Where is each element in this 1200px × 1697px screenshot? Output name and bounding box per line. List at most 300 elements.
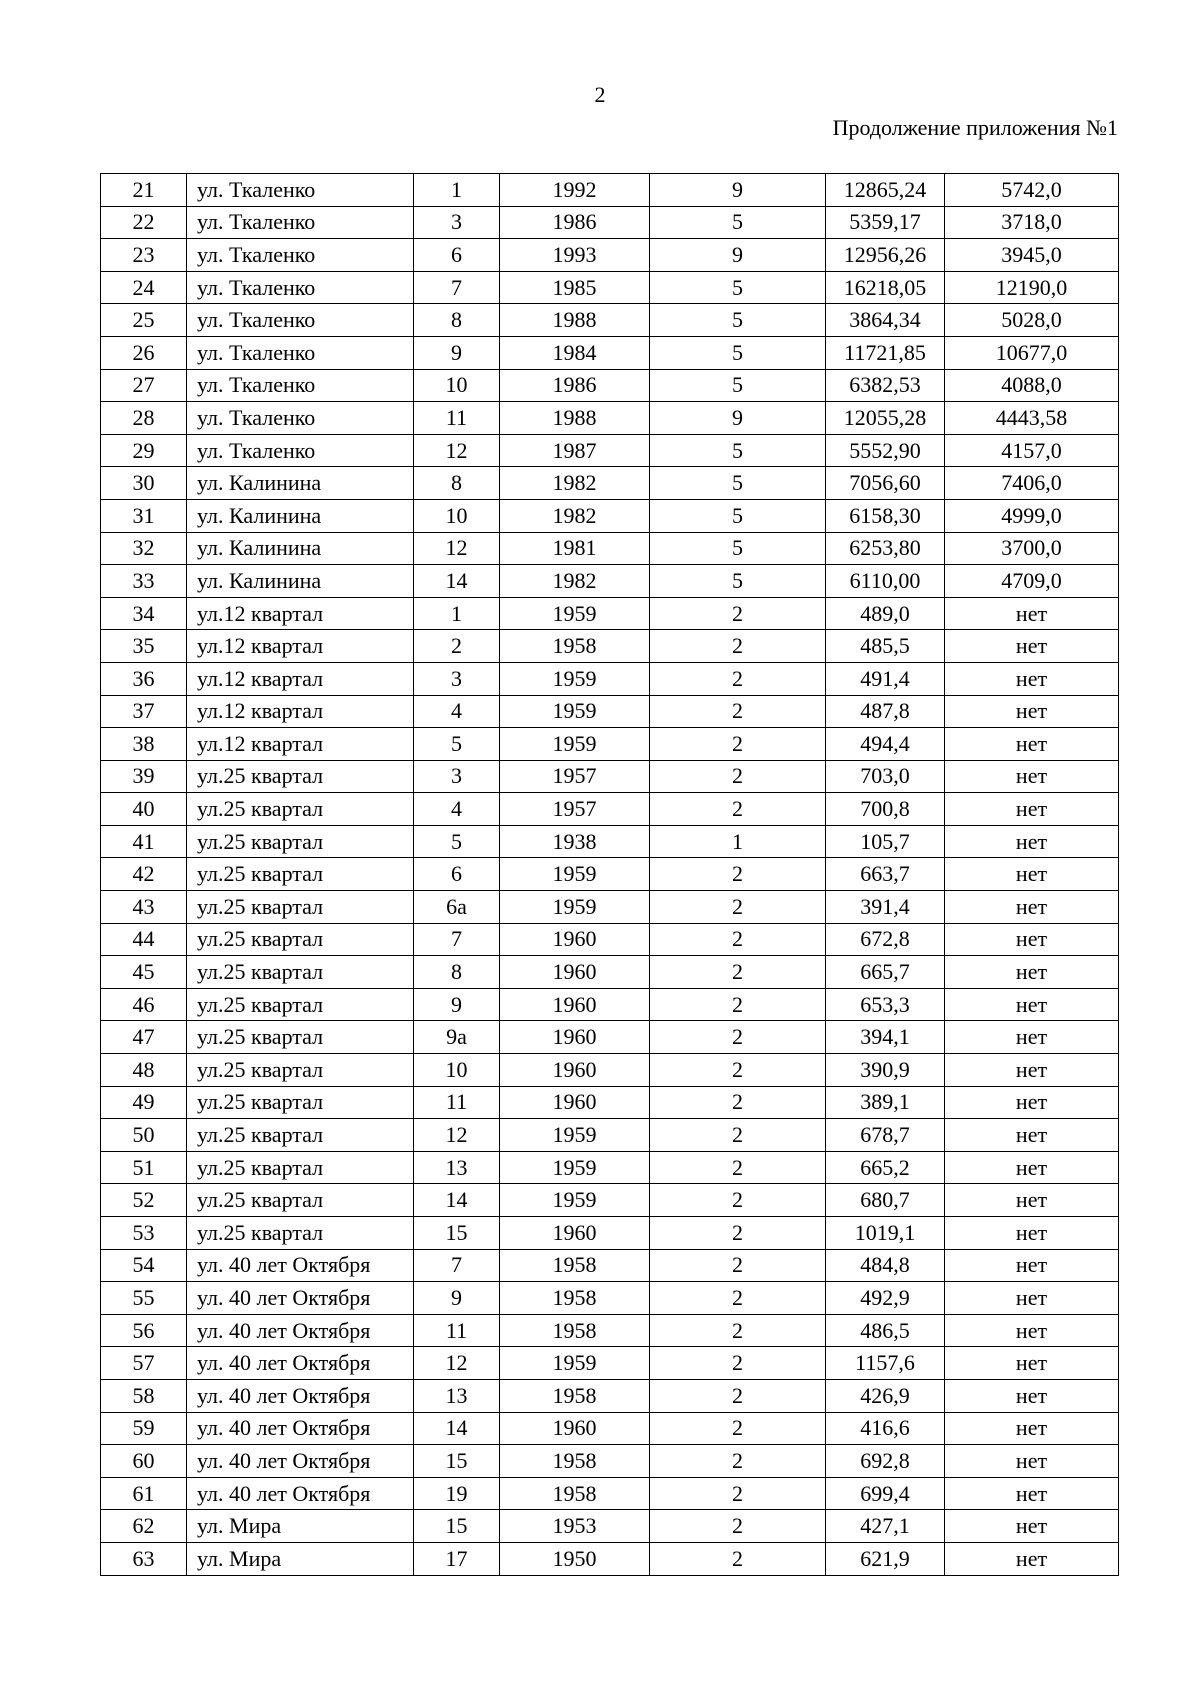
street-cell: ул. Ткаленко (187, 336, 414, 369)
living-area-cell: нет (945, 728, 1119, 761)
year-cell: 1959 (500, 891, 650, 924)
street-cell: ул.25 квартал (187, 1217, 414, 1250)
living-area-cell: нет (945, 793, 1119, 826)
floors-cell: 2 (650, 1347, 826, 1380)
table-row (101, 174, 1119, 207)
total-area-cell: 1157,6 (826, 1347, 945, 1380)
total-area-cell: 487,8 (826, 695, 945, 728)
table-row (101, 565, 1119, 598)
living-area-cell: нет (945, 858, 1119, 891)
total-area-cell: 486,5 (826, 1314, 945, 1347)
house-number-cell: 7 (414, 271, 500, 304)
floors-cell: 2 (650, 1217, 826, 1250)
row-number-cell: 37 (101, 695, 187, 728)
floors-cell: 2 (650, 597, 826, 630)
house-number-cell: 8 (414, 956, 500, 989)
table-row (101, 304, 1119, 337)
floors-cell: 9 (650, 402, 826, 435)
living-area-cell: 4709,0 (945, 565, 1119, 598)
year-cell: 1959 (500, 1184, 650, 1217)
house-number-cell: 10 (414, 499, 500, 532)
street-cell: ул.25 квартал (187, 988, 414, 1021)
total-area-cell: 105,7 (826, 825, 945, 858)
street-cell: ул. Ткаленко (187, 271, 414, 304)
house-number-cell: 15 (414, 1445, 500, 1478)
year-cell: 1958 (500, 1445, 650, 1478)
house-number-cell: 4 (414, 695, 500, 728)
row-number-cell: 23 (101, 239, 187, 272)
street-cell: ул. Мира (187, 1510, 414, 1543)
total-area-cell: 678,7 (826, 1119, 945, 1152)
year-cell: 1982 (500, 499, 650, 532)
table-row (101, 369, 1119, 402)
floors-cell: 5 (650, 271, 826, 304)
total-area-cell: 5359,17 (826, 206, 945, 239)
row-number-cell: 62 (101, 1510, 187, 1543)
floors-cell: 2 (650, 728, 826, 761)
house-number-cell: 11 (414, 402, 500, 435)
living-area-cell: нет (945, 1412, 1119, 1445)
floors-cell: 2 (650, 1282, 826, 1315)
floors-cell: 2 (650, 1249, 826, 1282)
table-row (101, 206, 1119, 239)
table-row (101, 271, 1119, 304)
row-number-cell: 53 (101, 1217, 187, 1250)
street-cell: ул. 40 лет Октября (187, 1347, 414, 1380)
floors-cell: 2 (650, 793, 826, 826)
floors-cell: 5 (650, 532, 826, 565)
floors-cell: 1 (650, 825, 826, 858)
street-cell: ул. Ткаленко (187, 434, 414, 467)
total-area-cell: 663,7 (826, 858, 945, 891)
row-number-cell: 30 (101, 467, 187, 500)
total-area-cell: 1019,1 (826, 1217, 945, 1250)
living-area-cell: нет (945, 760, 1119, 793)
house-number-cell: 12 (414, 1119, 500, 1152)
street-cell: ул.25 квартал (187, 825, 414, 858)
house-number-cell: 10 (414, 369, 500, 402)
total-area-cell: 5552,90 (826, 434, 945, 467)
living-area-cell: нет (945, 1379, 1119, 1412)
floors-cell: 2 (650, 1412, 826, 1445)
street-cell: ул.25 квартал (187, 923, 414, 956)
year-cell: 1958 (500, 1282, 650, 1315)
house-number-cell: 14 (414, 1184, 500, 1217)
table-row (101, 728, 1119, 761)
table-row (101, 1151, 1119, 1184)
row-number-cell: 34 (101, 597, 187, 630)
total-area-cell: 12055,28 (826, 402, 945, 435)
year-cell: 1993 (500, 239, 650, 272)
row-number-cell: 61 (101, 1477, 187, 1510)
year-cell: 1953 (500, 1510, 650, 1543)
floors-cell: 5 (650, 467, 826, 500)
row-number-cell: 45 (101, 956, 187, 989)
street-cell: ул.12 квартал (187, 597, 414, 630)
row-number-cell: 32 (101, 532, 187, 565)
floors-cell: 2 (650, 630, 826, 663)
street-cell: ул. 40 лет Октября (187, 1477, 414, 1510)
total-area-cell: 492,9 (826, 1282, 945, 1315)
floors-cell: 2 (650, 1054, 826, 1087)
row-number-cell: 26 (101, 336, 187, 369)
total-area-cell: 703,0 (826, 760, 945, 793)
row-number-cell: 59 (101, 1412, 187, 1445)
row-number-cell: 27 (101, 369, 187, 402)
street-cell: ул. Ткаленко (187, 369, 414, 402)
row-number-cell: 35 (101, 630, 187, 663)
year-cell: 1988 (500, 304, 650, 337)
table-row (101, 793, 1119, 826)
house-number-cell: 1 (414, 597, 500, 630)
table-row (101, 499, 1119, 532)
total-area-cell: 12865,24 (826, 174, 945, 207)
year-cell: 1959 (500, 1347, 650, 1380)
row-number-cell: 52 (101, 1184, 187, 1217)
total-area-cell: 665,2 (826, 1151, 945, 1184)
house-number-cell: 3 (414, 662, 500, 695)
street-cell: ул. Ткаленко (187, 206, 414, 239)
row-number-cell: 46 (101, 988, 187, 1021)
total-area-cell: 426,9 (826, 1379, 945, 1412)
row-number-cell: 49 (101, 1086, 187, 1119)
house-number-cell: 15 (414, 1510, 500, 1543)
house-number-cell: 19 (414, 1477, 500, 1510)
living-area-cell: нет (945, 1021, 1119, 1054)
table-row (101, 402, 1119, 435)
table-row (101, 1119, 1119, 1152)
year-cell: 1959 (500, 1119, 650, 1152)
floors-cell: 2 (650, 1119, 826, 1152)
street-cell: ул. Калинина (187, 467, 414, 500)
house-number-cell: 7 (414, 1249, 500, 1282)
street-cell: ул. Калинина (187, 565, 414, 598)
house-number-cell: 8 (414, 467, 500, 500)
house-number-cell: 5 (414, 825, 500, 858)
table-body (101, 174, 1119, 1576)
year-cell: 1982 (500, 565, 650, 598)
street-cell: ул. Калинина (187, 532, 414, 565)
street-cell: ул. Ткаленко (187, 304, 414, 337)
floors-cell: 5 (650, 369, 826, 402)
street-cell: ул.12 квартал (187, 728, 414, 761)
row-number-cell: 40 (101, 793, 187, 826)
living-area-cell: нет (945, 1217, 1119, 1250)
table-row (101, 858, 1119, 891)
table-row (101, 1445, 1119, 1478)
table-row (101, 1477, 1119, 1510)
house-number-cell: 1 (414, 174, 500, 207)
year-cell: 1986 (500, 369, 650, 402)
living-area-cell: нет (945, 923, 1119, 956)
table-row (101, 336, 1119, 369)
house-number-cell: 3 (414, 760, 500, 793)
house-number-cell: 14 (414, 565, 500, 598)
total-area-cell: 699,4 (826, 1477, 945, 1510)
year-cell: 1957 (500, 760, 650, 793)
living-area-cell: 12190,0 (945, 271, 1119, 304)
row-number-cell: 42 (101, 858, 187, 891)
floors-cell: 5 (650, 499, 826, 532)
street-cell: ул.25 квартал (187, 1054, 414, 1087)
house-number-cell: 2 (414, 630, 500, 663)
year-cell: 1960 (500, 1217, 650, 1250)
table-row (101, 662, 1119, 695)
house-number-cell: 12 (414, 434, 500, 467)
table-row (101, 1379, 1119, 1412)
living-area-cell: 3945,0 (945, 239, 1119, 272)
year-cell: 1960 (500, 923, 650, 956)
year-cell: 1950 (500, 1542, 650, 1575)
table-row (101, 1184, 1119, 1217)
appendix-continuation-note: Продолжение приложения №1 (832, 115, 1118, 140)
total-area-cell: 416,6 (826, 1412, 945, 1445)
table-row (101, 956, 1119, 989)
living-area-cell: нет (945, 956, 1119, 989)
floors-cell: 5 (650, 336, 826, 369)
street-cell: ул. Ткаленко (187, 239, 414, 272)
living-area-cell: 4157,0 (945, 434, 1119, 467)
living-area-cell: нет (945, 630, 1119, 663)
table-row (101, 695, 1119, 728)
row-number-cell: 60 (101, 1445, 187, 1478)
total-area-cell: 394,1 (826, 1021, 945, 1054)
floors-cell: 2 (650, 1184, 826, 1217)
street-cell: ул. Ткаленко (187, 174, 414, 207)
living-area-cell: 5028,0 (945, 304, 1119, 337)
row-number-cell: 44 (101, 923, 187, 956)
living-area-cell: нет (945, 1510, 1119, 1543)
floors-cell: 2 (650, 1510, 826, 1543)
total-area-cell: 7056,60 (826, 467, 945, 500)
row-number-cell: 36 (101, 662, 187, 695)
street-cell: ул.12 квартал (187, 662, 414, 695)
living-area-cell: нет (945, 891, 1119, 924)
street-cell: ул. 40 лет Октября (187, 1249, 414, 1282)
year-cell: 1960 (500, 1021, 650, 1054)
floors-cell: 2 (650, 1314, 826, 1347)
house-number-cell: 11 (414, 1086, 500, 1119)
total-area-cell: 6158,30 (826, 499, 945, 532)
floors-cell: 2 (650, 1021, 826, 1054)
floors-cell: 2 (650, 695, 826, 728)
house-number-cell: 4 (414, 793, 500, 826)
year-cell: 1959 (500, 1151, 650, 1184)
house-number-cell: 7 (414, 923, 500, 956)
year-cell: 1985 (500, 271, 650, 304)
total-area-cell: 3864,34 (826, 304, 945, 337)
house-number-cell: 13 (414, 1151, 500, 1184)
house-number-cell: 9 (414, 1282, 500, 1315)
living-area-cell: нет (945, 1151, 1119, 1184)
street-cell: ул.25 квартал (187, 956, 414, 989)
floors-cell: 2 (650, 988, 826, 1021)
total-area-cell: 390,9 (826, 1054, 945, 1087)
table-row (101, 630, 1119, 663)
table-row (101, 1282, 1119, 1315)
house-number-cell: 10 (414, 1054, 500, 1087)
table-row (101, 239, 1119, 272)
table-row (101, 597, 1119, 630)
street-cell: ул. Ткаленко (187, 402, 414, 435)
floors-cell: 2 (650, 1477, 826, 1510)
row-number-cell: 55 (101, 1282, 187, 1315)
living-area-cell: 4443,58 (945, 402, 1119, 435)
floors-cell: 2 (650, 760, 826, 793)
living-area-cell: нет (945, 1314, 1119, 1347)
floors-cell: 2 (650, 923, 826, 956)
year-cell: 1958 (500, 1379, 650, 1412)
floors-cell: 2 (650, 662, 826, 695)
total-area-cell: 621,9 (826, 1542, 945, 1575)
year-cell: 1992 (500, 174, 650, 207)
street-cell: ул.25 квартал (187, 1086, 414, 1119)
floors-cell: 2 (650, 1086, 826, 1119)
floors-cell: 5 (650, 565, 826, 598)
street-cell: ул. 40 лет Октября (187, 1412, 414, 1445)
total-area-cell: 11721,85 (826, 336, 945, 369)
row-number-cell: 33 (101, 565, 187, 598)
year-cell: 1958 (500, 1477, 650, 1510)
year-cell: 1959 (500, 728, 650, 761)
floors-cell: 5 (650, 206, 826, 239)
living-area-cell: нет (945, 597, 1119, 630)
living-area-cell: нет (945, 1119, 1119, 1152)
year-cell: 1957 (500, 793, 650, 826)
table-row (101, 1021, 1119, 1054)
living-area-cell: нет (945, 1445, 1119, 1478)
total-area-cell: 672,8 (826, 923, 945, 956)
total-area-cell: 6382,53 (826, 369, 945, 402)
street-cell: ул.25 квартал (187, 793, 414, 826)
table-row (101, 1054, 1119, 1087)
year-cell: 1960 (500, 956, 650, 989)
house-number-cell: 6 (414, 239, 500, 272)
row-number-cell: 25 (101, 304, 187, 337)
floors-cell: 9 (650, 174, 826, 207)
street-cell: ул.25 квартал (187, 1021, 414, 1054)
row-number-cell: 43 (101, 891, 187, 924)
table-row (101, 988, 1119, 1021)
total-area-cell: 653,3 (826, 988, 945, 1021)
row-number-cell: 24 (101, 271, 187, 304)
street-cell: ул. 40 лет Октября (187, 1445, 414, 1478)
floors-cell: 2 (650, 891, 826, 924)
row-number-cell: 56 (101, 1314, 187, 1347)
row-number-cell: 48 (101, 1054, 187, 1087)
year-cell: 1981 (500, 532, 650, 565)
living-area-cell: нет (945, 1542, 1119, 1575)
house-number-cell: 9 (414, 336, 500, 369)
living-area-cell: 3700,0 (945, 532, 1119, 565)
street-cell: ул.25 квартал (187, 891, 414, 924)
house-number-cell: 5 (414, 728, 500, 761)
year-cell: 1959 (500, 858, 650, 891)
table-row (101, 1217, 1119, 1250)
row-number-cell: 47 (101, 1021, 187, 1054)
house-number-cell: 3 (414, 206, 500, 239)
housing-table (100, 173, 1119, 1576)
house-number-cell: 11 (414, 1314, 500, 1347)
house-number-cell: 9а (414, 1021, 500, 1054)
living-area-cell: нет (945, 1184, 1119, 1217)
street-cell: ул. 40 лет Октября (187, 1282, 414, 1315)
year-cell: 1984 (500, 336, 650, 369)
table-row (101, 1510, 1119, 1543)
year-cell: 1960 (500, 1086, 650, 1119)
year-cell: 1959 (500, 597, 650, 630)
house-number-cell: 6а (414, 891, 500, 924)
total-area-cell: 427,1 (826, 1510, 945, 1543)
table-row (101, 1314, 1119, 1347)
total-area-cell: 389,1 (826, 1086, 945, 1119)
table-row (101, 532, 1119, 565)
street-cell: ул.25 квартал (187, 1184, 414, 1217)
floors-cell: 5 (650, 434, 826, 467)
floors-cell: 2 (650, 1542, 826, 1575)
year-cell: 1958 (500, 1249, 650, 1282)
living-area-cell: нет (945, 825, 1119, 858)
floors-cell: 5 (650, 304, 826, 337)
living-area-cell: 4999,0 (945, 499, 1119, 532)
table-row (101, 923, 1119, 956)
total-area-cell: 494,4 (826, 728, 945, 761)
table-row (101, 1086, 1119, 1119)
row-number-cell: 38 (101, 728, 187, 761)
row-number-cell: 22 (101, 206, 187, 239)
total-area-cell: 665,7 (826, 956, 945, 989)
row-number-cell: 57 (101, 1347, 187, 1380)
table-row (101, 1347, 1119, 1380)
year-cell: 1960 (500, 988, 650, 1021)
street-cell: ул.12 квартал (187, 630, 414, 663)
year-cell: 1959 (500, 662, 650, 695)
row-number-cell: 41 (101, 825, 187, 858)
floors-cell: 2 (650, 956, 826, 989)
street-cell: ул.25 квартал (187, 858, 414, 891)
total-area-cell: 485,5 (826, 630, 945, 663)
table-row (101, 1412, 1119, 1445)
table-row (101, 1249, 1119, 1282)
floors-cell: 2 (650, 1445, 826, 1478)
year-cell: 1959 (500, 695, 650, 728)
row-number-cell: 58 (101, 1379, 187, 1412)
total-area-cell: 6253,80 (826, 532, 945, 565)
total-area-cell: 12956,26 (826, 239, 945, 272)
house-number-cell: 15 (414, 1217, 500, 1250)
house-number-cell: 17 (414, 1542, 500, 1575)
street-cell: ул.25 квартал (187, 1151, 414, 1184)
total-area-cell: 680,7 (826, 1184, 945, 1217)
row-number-cell: 39 (101, 760, 187, 793)
living-area-cell: нет (945, 1347, 1119, 1380)
row-number-cell: 29 (101, 434, 187, 467)
page-number: 2 (594, 82, 606, 107)
street-cell: ул.12 квартал (187, 695, 414, 728)
total-area-cell: 491,4 (826, 662, 945, 695)
living-area-cell: 5742,0 (945, 174, 1119, 207)
total-area-cell: 700,8 (826, 793, 945, 826)
living-area-cell: 3718,0 (945, 206, 1119, 239)
living-area-cell: нет (945, 1477, 1119, 1510)
house-number-cell: 9 (414, 988, 500, 1021)
table-row (101, 825, 1119, 858)
house-number-cell: 8 (414, 304, 500, 337)
total-area-cell: 16218,05 (826, 271, 945, 304)
living-area-cell: нет (945, 1249, 1119, 1282)
house-number-cell: 13 (414, 1379, 500, 1412)
living-area-cell: нет (945, 1282, 1119, 1315)
